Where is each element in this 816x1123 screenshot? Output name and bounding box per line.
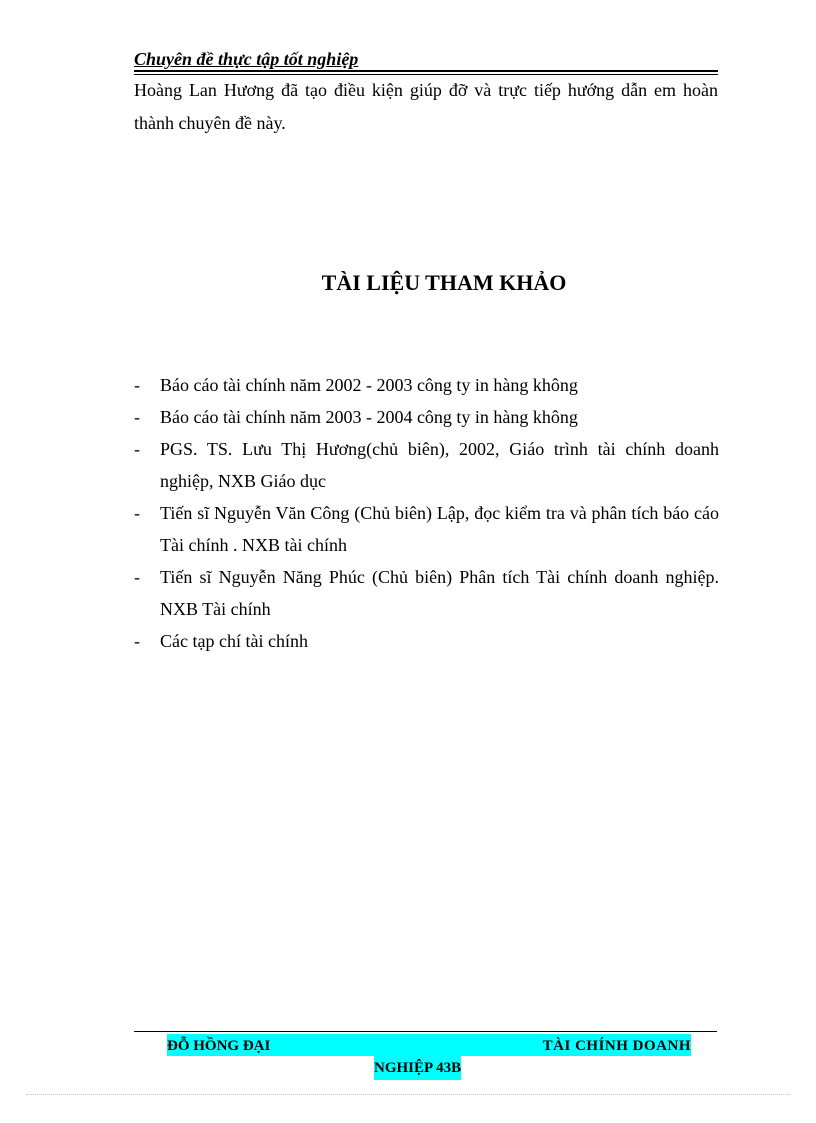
bullet-dash: - [134,567,140,587]
footer-department-line2: NGHIỆP 43B [374,1056,461,1080]
bullet-dash: - [134,407,140,427]
footer-rule [134,1031,717,1032]
bullet-dash: - [134,439,140,459]
reference-text: Các tạp chí tài chính [160,631,308,651]
reference-item [134,625,719,657]
reference-text: PGS. TS. Lưu Thị Hương(chủ biên), 2002, Giáo trình tài chính doanh nghiệp, NXB Giáo dục [160,439,719,491]
header-rule [134,70,718,72]
bullet-dash: - [134,375,140,395]
references-heading: TÀI LIỆU THAM KHẢO [321,270,567,295]
bullet-dash: - [134,631,140,651]
reference-item [134,497,719,561]
reference-item [134,561,719,625]
bullet-dash: - [134,503,140,523]
reference-item [134,401,719,433]
intro-paragraph: Hoàng Lan Hương đã tạo điều kiện giúp đỡ và trực tiếp hướng dẫn em hoàn thành chuyên đề này. [134,80,718,133]
reference-item [134,433,719,497]
page-bottom-dotted-line [26,1094,790,1095]
reference-item [134,369,719,401]
references-list [134,369,719,657]
page-header [134,48,718,70]
reference-text: Tiến sĩ Nguyễn Văn Công (Chủ biên) Lập, đọc kiểm tra và phân tích báo cáo Tài chính . NXB tài chính [160,503,719,555]
reference-text: Báo cáo tài chính năm 2002 - 2003 công ty in hàng không [160,375,578,395]
reference-text: Tiến sĩ Nguyễn Năng Phúc (Chủ biên) Phân tích Tài chính doanh nghiệp. NXB Tài chính [160,567,719,619]
header-title: Chuyên đề thực tập tốt nghiệp [134,49,359,69]
footer-author: ĐỖ HỒNG ĐẠI [167,1038,271,1054]
footer-department: TÀI CHÍNH DOANH [542,1038,691,1054]
reference-text: Báo cáo tài chính năm 2003 - 2004 công ty in hàng không [160,407,578,427]
